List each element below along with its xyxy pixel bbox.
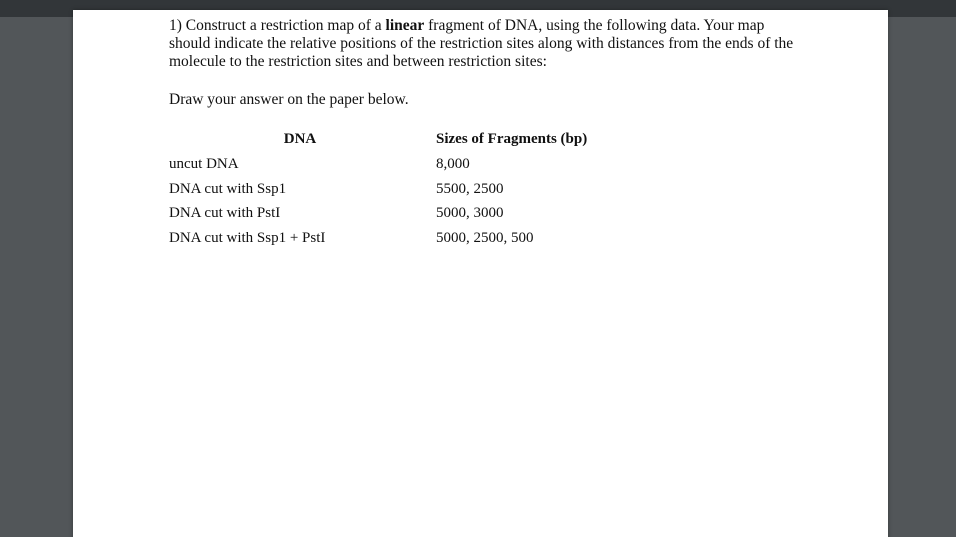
row-dna-label: DNA cut with Ssp1 bbox=[169, 180, 287, 197]
header-dna: DNA bbox=[283, 131, 317, 147]
row-fragment-sizes: 5000, 3000 bbox=[436, 205, 504, 221]
fragment-table bbox=[169, 131, 587, 254]
row-fragment-sizes: 8,000 bbox=[436, 156, 470, 172]
row-fragment-sizes: 5000, 2500, 500 bbox=[436, 229, 534, 246]
header-sizes: Sizes of Fragments (bp) bbox=[436, 131, 588, 147]
instruction-text: Draw your answer on the paper below. bbox=[169, 91, 409, 108]
table-row bbox=[169, 181, 587, 206]
table-row bbox=[169, 205, 587, 230]
question-text-end: fragment of DNA, using the following data. Your map should indicate the relative positions of the restriction sites along with distances from the ends of the molecule to the restriction sites and between restriction sites: bbox=[169, 17, 794, 70]
question-text bbox=[169, 17, 809, 71]
row-dna-label: DNA cut with Ssp1 + PstI bbox=[169, 229, 326, 246]
document-page bbox=[73, 10, 888, 537]
row-fragment-sizes: 5500, 2500 bbox=[436, 180, 504, 197]
question-bold-word: linear bbox=[385, 17, 425, 34]
table-row bbox=[169, 156, 587, 181]
table-header-row bbox=[169, 131, 587, 156]
question-text-start: 1) Construct a restriction map of a bbox=[169, 17, 386, 34]
row-dna-label: DNA cut with PstI bbox=[169, 205, 281, 221]
page-content bbox=[169, 17, 809, 254]
row-dna-label: uncut DNA bbox=[169, 156, 239, 172]
table-row bbox=[169, 230, 587, 255]
